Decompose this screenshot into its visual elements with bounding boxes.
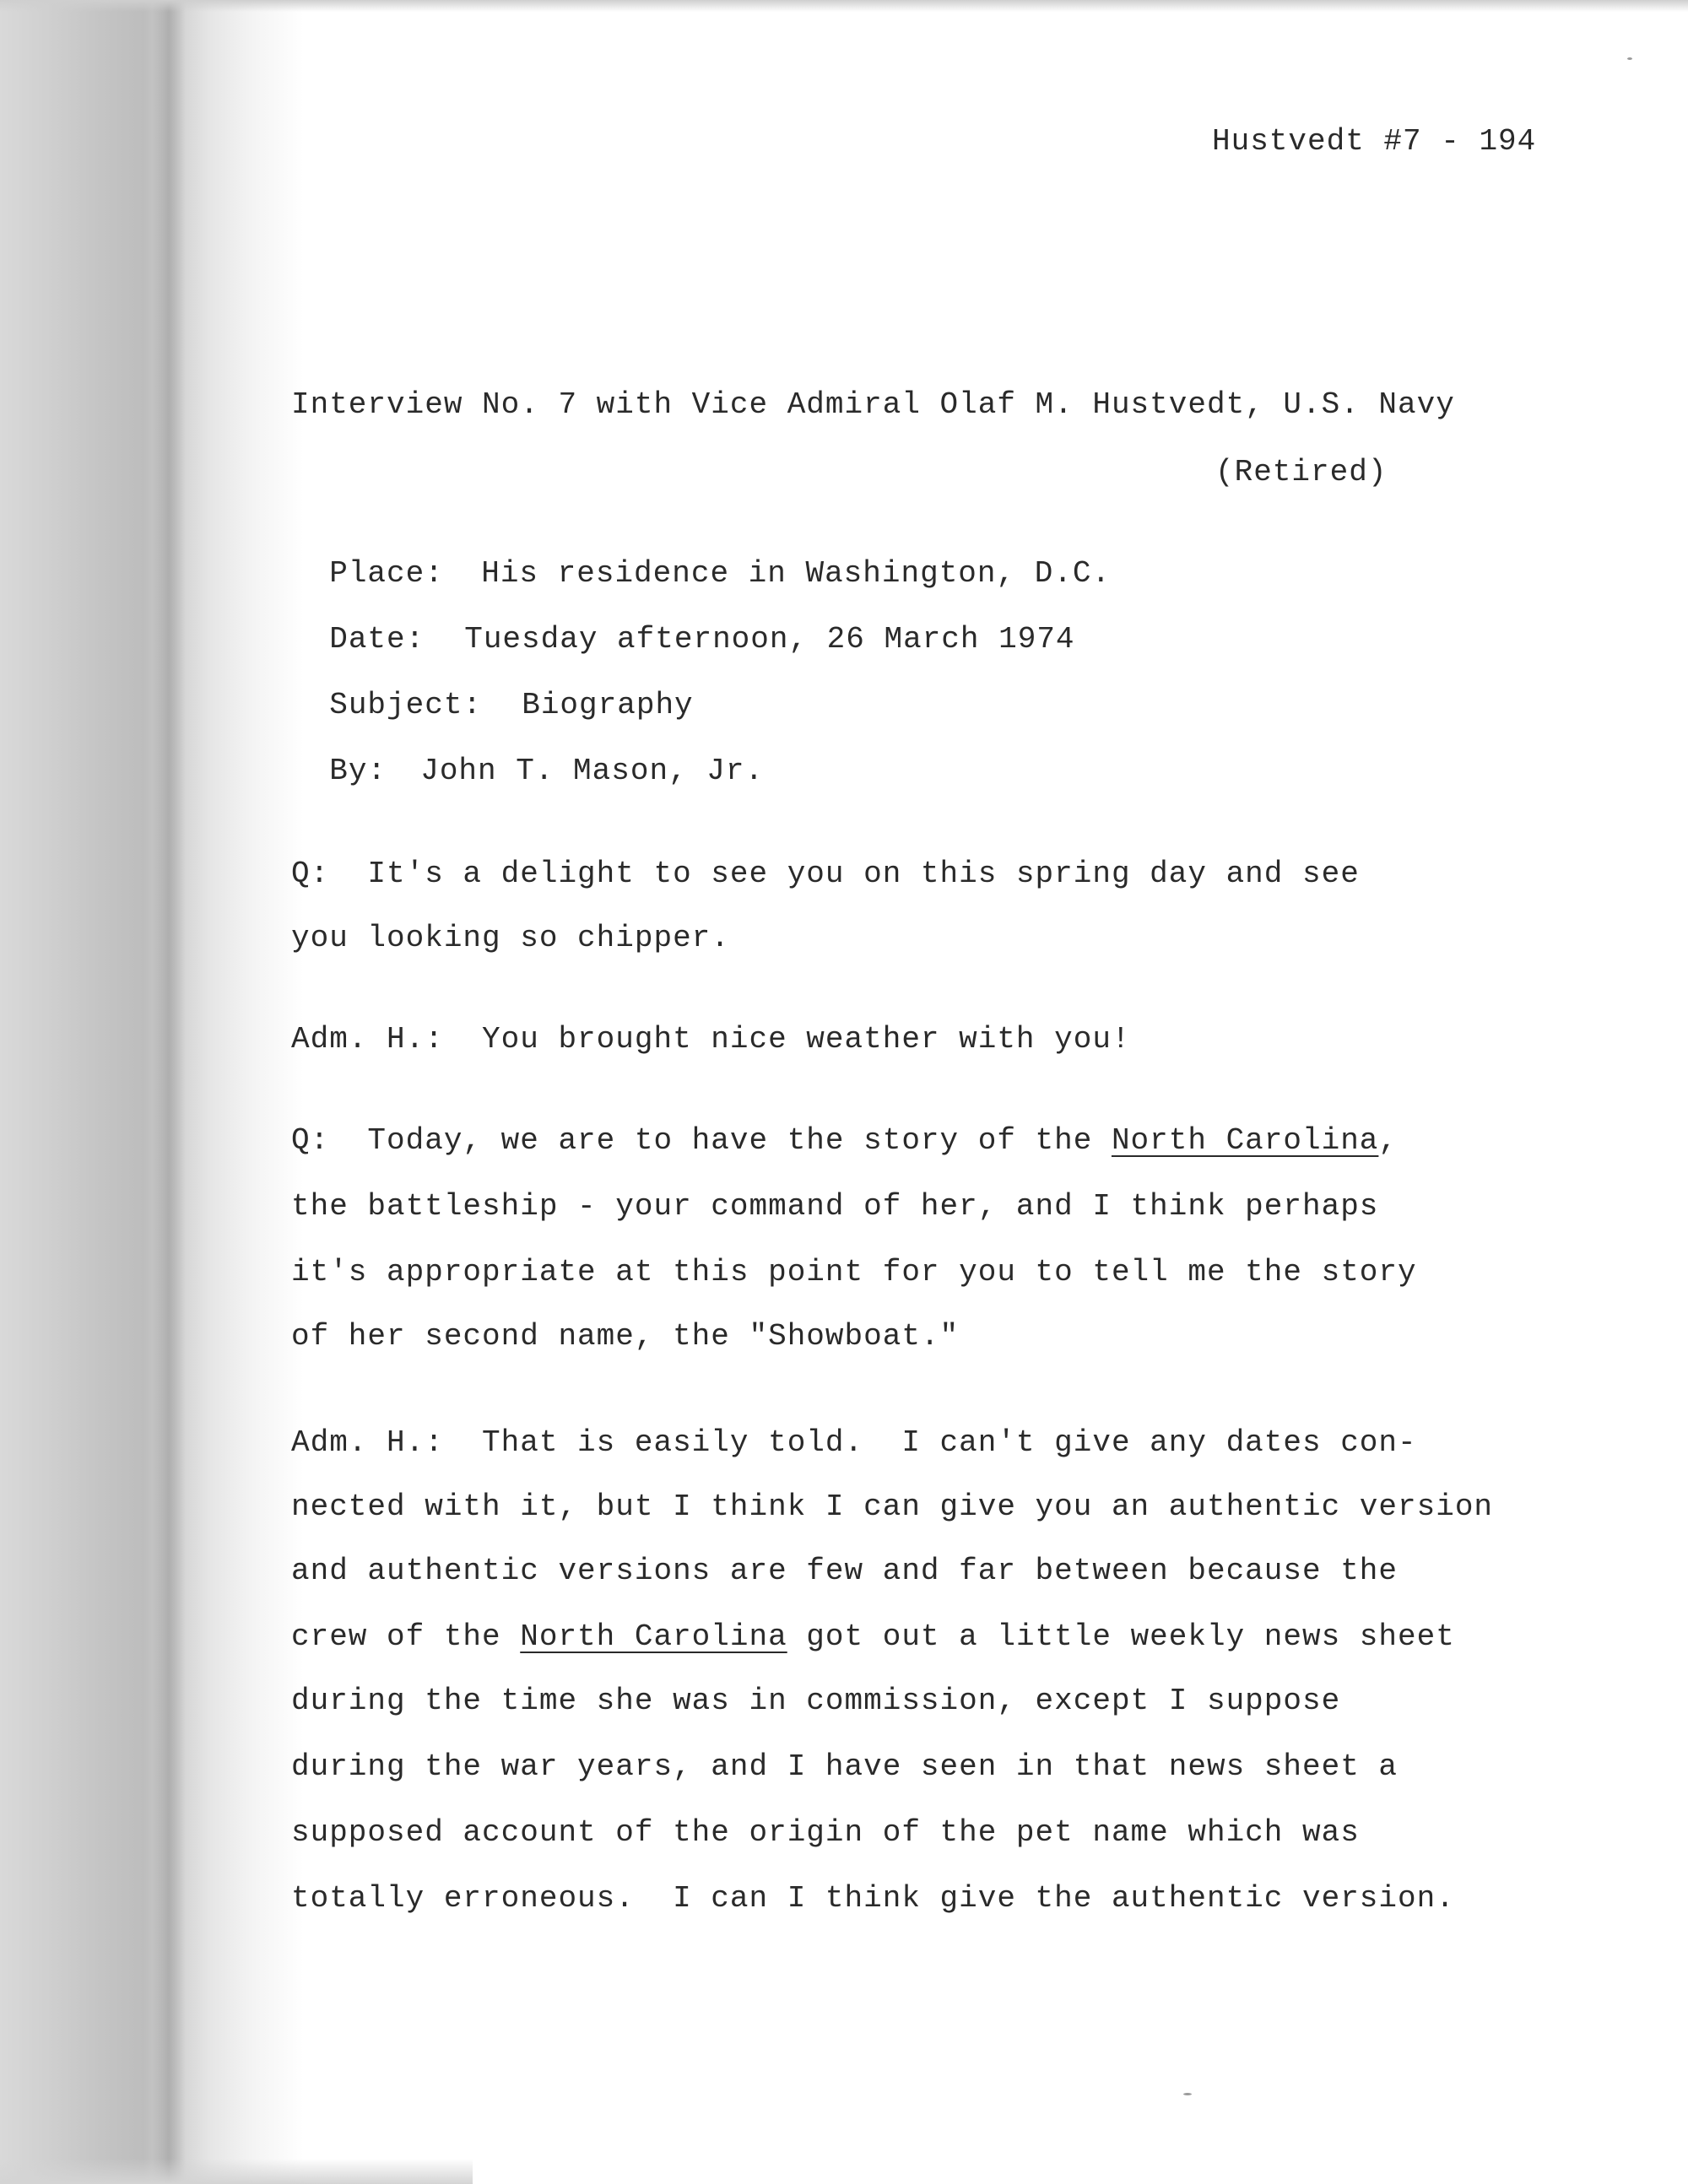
dialogue-text: got out a little weekly news sheet — [787, 1619, 1455, 1654]
place-label: Place: — [329, 556, 444, 591]
dialogue-line: it's appropriate at this point for you to tell me the story — [291, 1255, 1417, 1289]
page-top-edge — [0, 0, 1688, 12]
subject-value: Biography — [522, 688, 694, 722]
ship-name: North Carolina — [520, 1619, 787, 1654]
page-bottom-edge — [0, 2159, 473, 2184]
dialogue-line: supposed account of the origin of the pet name which was — [291, 1815, 1360, 1850]
date-value: Tuesday afternoon, 26 March 1974 — [464, 622, 1075, 657]
interview-title: Interview No. 7 with Vice Admiral Olaf M. Hustvedt, U.S. Navy — [291, 387, 1455, 422]
subject-row — [291, 650, 694, 724]
dialogue-line: Adm. H.: You brought nice weather with you! — [291, 1022, 1131, 1057]
dialogue-line: and authentic versions are few and far between because the — [291, 1554, 1399, 1588]
scan-speck — [1183, 2093, 1192, 2095]
dialogue-line: the battleship - your command of her, and I think perhaps — [291, 1189, 1379, 1224]
binding-fold — [152, 0, 186, 2184]
by-label: By: — [329, 754, 387, 788]
dialogue-line: you looking so chipper. — [291, 921, 730, 955]
subject-label: Subject: — [329, 688, 483, 722]
date-label: Date: — [329, 622, 425, 657]
by-value: John T. Mason, Jr. — [420, 754, 765, 788]
dialogue-line: nected with it, but I think I can give you an authentic version — [291, 1489, 1494, 1524]
dialogue-text: , — [1378, 1123, 1399, 1158]
dialogue-line: of her second name, the "Showboat." — [291, 1319, 960, 1354]
dialogue-line: during the war years, and I have seen in that news sheet a — [291, 1749, 1399, 1784]
dialogue-line: Q: It's a delight to see you on this spring day and see — [291, 857, 1360, 891]
by-row — [291, 716, 764, 790]
dialogue-line: totally erroneous. I can I think give the authentic version. — [291, 1881, 1455, 1916]
place-row — [291, 518, 1111, 592]
dialogue-line — [291, 1619, 1455, 1656]
ship-name: North Carolina — [1111, 1123, 1379, 1158]
dialogue-line: during the time she was in commission, except I suppose — [291, 1684, 1341, 1718]
dialogue-text: crew of the — [291, 1619, 521, 1654]
scan-speck — [1627, 57, 1632, 60]
dialogue-line — [291, 1122, 1398, 1160]
page-header: Hustvedt #7 - 194 — [1212, 124, 1537, 159]
dialogue-line: Adm. H.: That is easily told. I can't give any dates con- — [291, 1425, 1417, 1460]
interview-title-retired: (Retired) — [1215, 455, 1388, 489]
dialogue-text: Q: Today, we are to have the story of the — [291, 1123, 1112, 1158]
place-value: His residence in Washington, D.C. — [481, 556, 1112, 591]
date-row — [291, 584, 1075, 658]
